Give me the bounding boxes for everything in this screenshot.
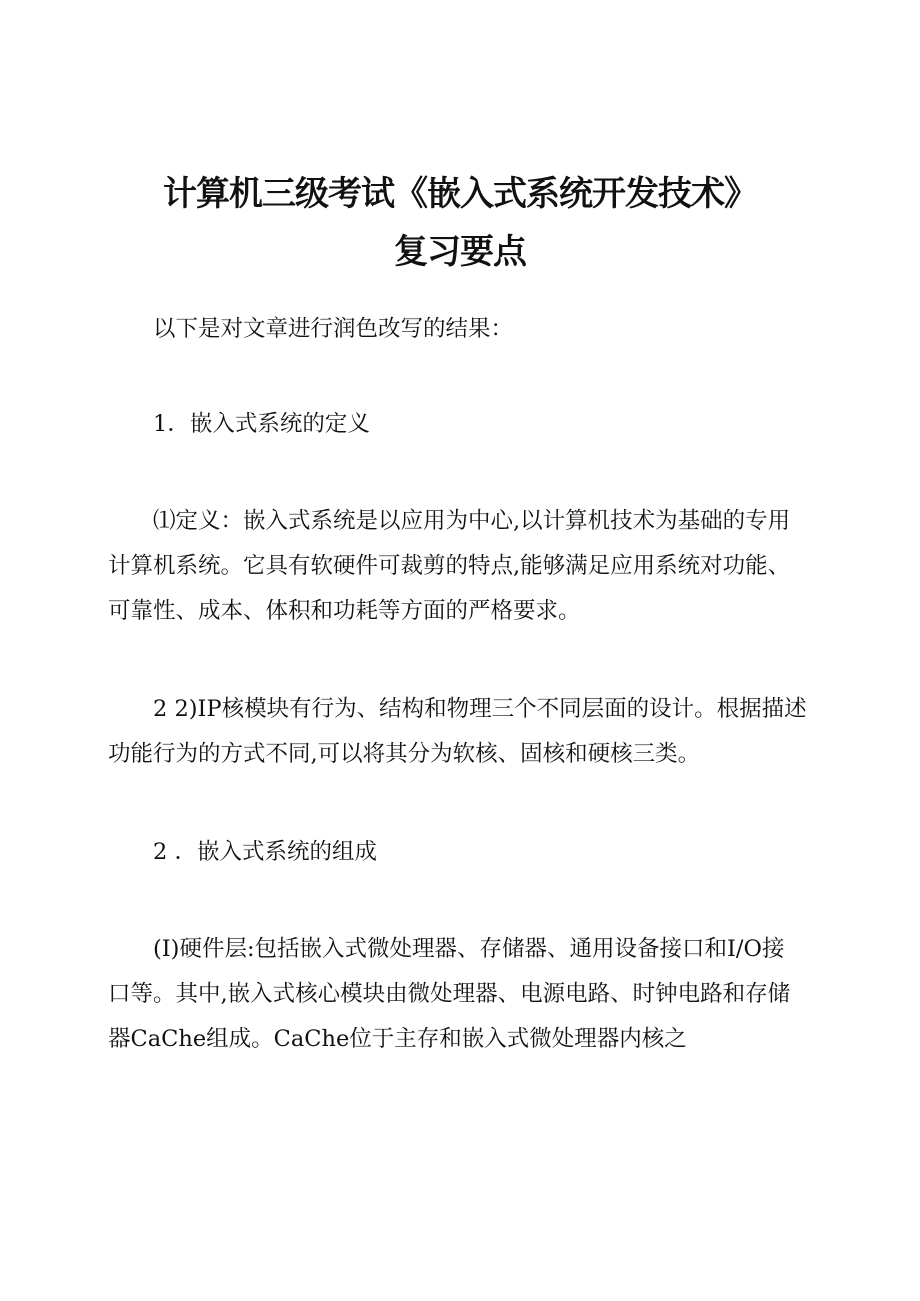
paragraph-hardware-line3: 器CaChe组成。CaChe位于主存和嵌入式微处理器内核之	[108, 1026, 687, 1052]
paragraph-definition-line1: ⑴定义：嵌入式系统是以应用为中心,以计算机技术为基础的专用	[153, 508, 791, 534]
paragraph-definition-line3: 可靠性、成本、体积和功耗等方面的严格要求。	[108, 598, 581, 624]
paragraph-hardware-line2: 口等。其中,嵌入式核心模块由微处理器、电源电路、时钟电路和存储	[108, 981, 791, 1007]
paragraph-ipcore-line1: 2 2)IP核模块有行为、结构和物理三个不同层面的设计。根据描述	[153, 696, 807, 722]
document-title: 计算机三级考试《嵌入式系统开发技术》	[163, 174, 757, 214]
document-title-line2: 复习要点	[394, 232, 526, 272]
paragraph-definition-line2: 计算机系统。它具有软硬件可裁剪的特点,能够满足应用系统对功能、	[108, 553, 791, 579]
paragraph-ipcore-line2: 功能行为的方式不同,可以将其分为软核、固核和硬核三类。	[108, 741, 701, 767]
paragraph-hardware-line1: (I)硬件层:包括嵌入式微处理器、存储器、通用设备接口和I/O接	[153, 936, 785, 962]
section2-heading: 2 ．嵌入式系统的组成	[153, 839, 377, 865]
section1-heading: 1．嵌入式系统的定义	[153, 411, 370, 437]
intro-paragraph: 以下是对文章进行润色改写的结果：	[153, 316, 514, 342]
